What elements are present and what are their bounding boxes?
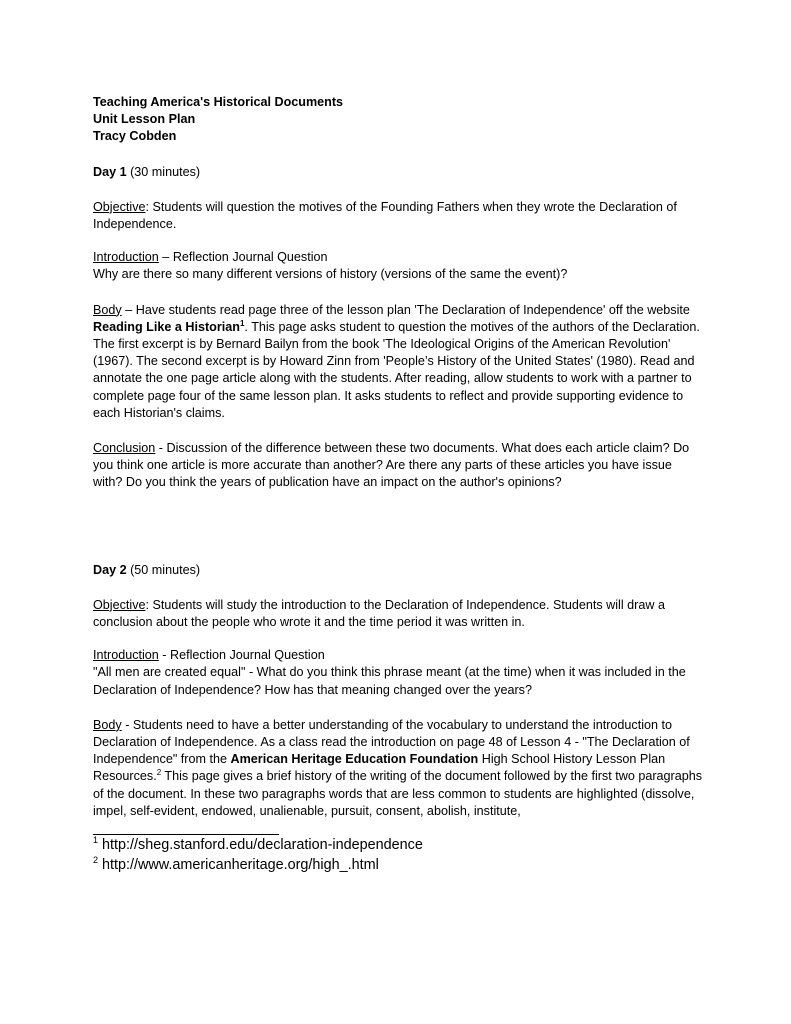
doc-title: Teaching America's Historical Documents: [93, 95, 344, 109]
day2-heading: Day 2: [93, 562, 127, 577]
day2-intro-question: "All men are created equal" - What do you think this phrase meant (at the time) when it was included in the Declaration of Independence? How has that meaning changed over the years?: [93, 665, 686, 697]
day2-body-text-3: This page gives a brief history of the writing of the document followed by the first two paragraphs of the document. In these two paragraphs words that are less common to students are highlighted (dissolve, impel, self-evident, endowed, unalienable, pursuit, consent, abolish, institute,: [93, 769, 703, 818]
footnote-1-url[interactable]: http://sheg.stanford.edu/declaration-independence: [98, 837, 423, 854]
footnote-2: [93, 855, 703, 875]
day1-body-text-1: – Have students read page three of the lesson plan 'The Declaration of Independence' off the website: [121, 302, 690, 317]
day1-conclusion-label: Conclusion: [93, 441, 156, 456]
day1-conclusion-text: - Discussion of the difference between these two documents. What does each article claim? Do you think one article is more accurate than another? Are there any parts of these articles you have issue with? Do you think the years of publication have an impact on the author's opinions?: [93, 441, 690, 490]
day2-intro-label: Introduction: [93, 648, 159, 663]
day1-intro-question: Why are there so many different versions of history (versions of the same the event)?: [93, 267, 568, 282]
footnote-1: [93, 835, 703, 855]
footnote-2-number: 2: [93, 855, 99, 866]
day2-body-text-1: - Students need to have a better understanding of the vocabulary to understand the introduction to Declaration of Independence. As a class read the introduction on page 48 of Lesson 4 - "The Declaration of Independence" from the: [93, 717, 690, 767]
day1-body: [93, 302, 703, 422]
footnote-ref-1: 1: [239, 318, 245, 328]
day2-body-source: American Heritage Education Foundation: [230, 752, 479, 767]
day1-objective-text: : Students will question the motives of the Founding Fathers when they wrote the Declaration of Independence.: [93, 199, 677, 232]
day2-objective-text: : Students will study the introduction to the Declaration of Independence. Students will draw a conclusion about the people who wrote it and the time period it was written in.: [93, 597, 665, 630]
day2-body-label: Body: [93, 717, 122, 732]
day2-intro-text: - Reflection Journal Question: [158, 648, 325, 663]
day2-body-text-2: High School History Lesson Plan Resources.: [93, 752, 666, 784]
day1-heading: Day 1: [93, 164, 127, 179]
day1-heading-line: [93, 164, 703, 181]
doc-subtitle: Unit Lesson Plan: [93, 112, 196, 127]
day1-objective: [93, 199, 703, 233]
day1-body-source: Reading Like a Historian: [93, 319, 240, 334]
day1-introduction: [93, 249, 703, 266]
day2-objective: [93, 597, 703, 631]
day1-intro-label: Introduction: [93, 250, 159, 265]
day1-body-text-2: . This page asks student to question the motives of the authors of the Declaration. The first excerpt is by Bernard Bailyn from the book 'The Ideological Origins of the American Revolution' (1967). The second excerpt is by Howard Zinn from 'People’s History of the United States' (1980). Read and annotate the one page article along with the students. After reading, allow students to work with a partner to complete page four of the same lesson plan. It asks students to reflect and provide supporting evidence to each Historian's claims.: [93, 319, 700, 420]
day1-body-label: Body: [93, 302, 122, 317]
footnote-1-number: 1: [93, 835, 99, 846]
day2-body: [93, 717, 703, 820]
footnote-2-url[interactable]: http://www.americanheritage.org/high_.html: [98, 857, 379, 874]
day1-duration: (30 minutes): [126, 164, 201, 179]
day1-intro-text: – Reflection Journal Question: [158, 250, 328, 265]
footnote-ref-2: 2: [156, 768, 162, 778]
day2-heading-line: [93, 562, 703, 579]
day1-conclusion: [93, 440, 703, 492]
day2-introduction: [93, 647, 703, 664]
doc-author: Tracy Cobden: [93, 129, 177, 144]
day2-duration: (50 minutes): [126, 562, 201, 577]
document-page: [93, 94, 703, 875]
day2-objective-label: Objective: [93, 597, 146, 612]
day1-objective-label: Objective: [93, 199, 146, 214]
